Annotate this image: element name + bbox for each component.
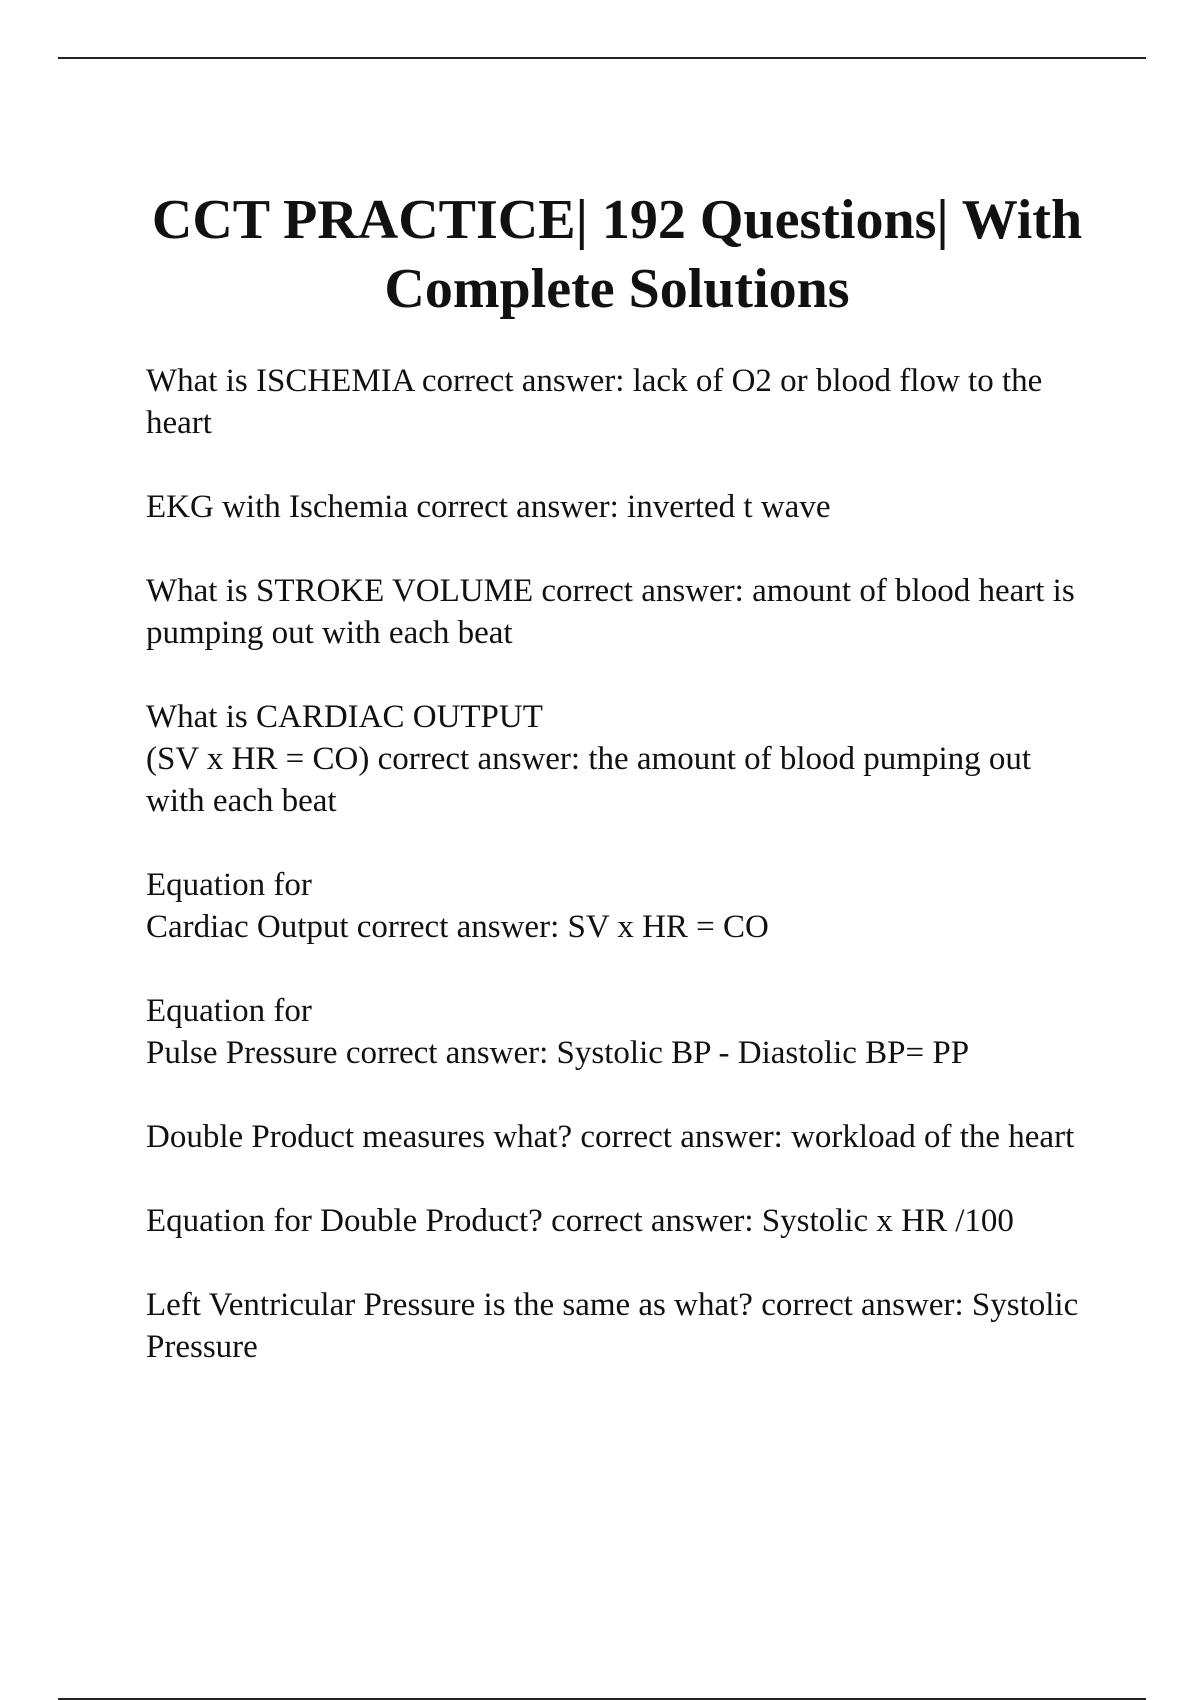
qa-item: What is ISCHEMIA correct answer: lack of O2 or blood flow to the heart — [146, 363, 1043, 441]
qa-item: Equation for Pulse Pressure correct answer: Systolic BP - Diastolic BP= PP — [146, 993, 970, 1071]
qa-item: What is STROKE VOLUME correct answer: amount of blood heart is pumping out with each beat — [146, 573, 1075, 651]
qa-item: Double Product measures what? correct answer: workload of the heart — [146, 1119, 1075, 1155]
qa-item: EKG with Ischemia correct answer: inverted t wave — [146, 489, 831, 525]
qa-item: Left Ventricular Pressure is the same as what? correct answer: Systolic Pressure — [146, 1287, 1079, 1365]
qa-list — [146, 360, 1096, 1410]
qa-item: Equation for Cardiac Output correct answer: SV x HR = CO — [146, 867, 769, 945]
page-title: CCT PRACTICE| 192 Questions| With Complete Solutions — [151, 189, 1083, 320]
qa-item: Equation for Double Product? correct answer: Systolic x HR /100 — [146, 1203, 1014, 1239]
top-divider — [58, 57, 1146, 59]
qa-item: What is CARDIAC OUTPUT (SV x HR = CO) correct answer: the amount of blood pumping out with each beat — [146, 699, 1032, 819]
